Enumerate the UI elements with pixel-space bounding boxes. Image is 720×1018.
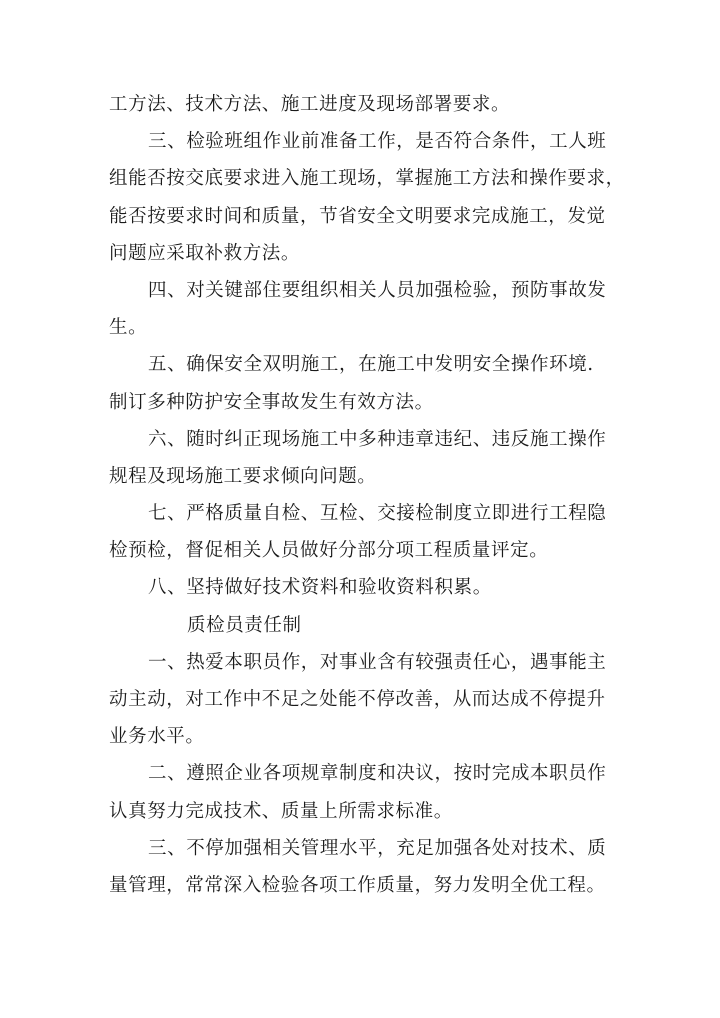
text-line: 工方法、技术方法、施工进度及现场部署要求。 [109,94,511,115]
section-heading: 质检员责任制 [187,614,302,636]
text-line: 业务水平。 [109,726,205,748]
text-line: 生。 [109,317,148,339]
text-line: 规程及现场施工要求倾向问题。 [109,465,377,487]
text-line: 问题应采取补救方法。 [109,242,301,264]
paragraph-6-line: 六、随时纠正现场施工中多种违章违纪、违反施工操作 [148,428,607,450]
paragraph-5-line: 五、确保安全双明施工，在施工中发明安全操作环境. [148,354,594,376]
paragraph-3b-line: 三、不停加强相关管理水平，充足加强各处对技术、质 [148,837,607,859]
text-line: 组能否按交底要求进入施工现场，掌握施工方法和操作要求， [109,168,625,190]
text-line: 检预检，督促相关人员做好分部分项工程质量评定。 [109,540,549,562]
paragraph-2-line: 二、遵照企业各项规章制度和决议，按时完成本职员作 [148,763,607,785]
paragraph-3-line: 三、检验班组作业前准备工作，是否符合条件，工人班 [148,131,607,153]
text-line: 能否按要求时间和质量，节省安全文明要求完成施工，发觉 [109,205,606,227]
paragraph-8-line: 八、坚持做好技术资料和验收资料积累。 [148,577,492,599]
document-body [109,86,639,904]
text-line: 制订多种防护安全事故发生有效方法。 [109,391,434,413]
text-line: 动主动，对工作中不足之处能不停改善，从而达成不停提升 [109,689,606,710]
paragraph-4-line: 四、对关键部住要组织相关人员加强检验，预防事故发 [148,279,607,301]
text-line: 量管理，常常深入检验各项工作质量，努力发明全优工程。 [109,874,606,896]
text-line: 认真努力完成技术、质量上所需求标准。 [109,800,453,822]
paragraph-1-line: 一、热爱本职员作，对事业含有较强责任心，遇事能主 [148,651,607,673]
paragraph-7-line: 七、严格质量自检、互检、交接检制度立即进行工程隐 [148,503,607,525]
